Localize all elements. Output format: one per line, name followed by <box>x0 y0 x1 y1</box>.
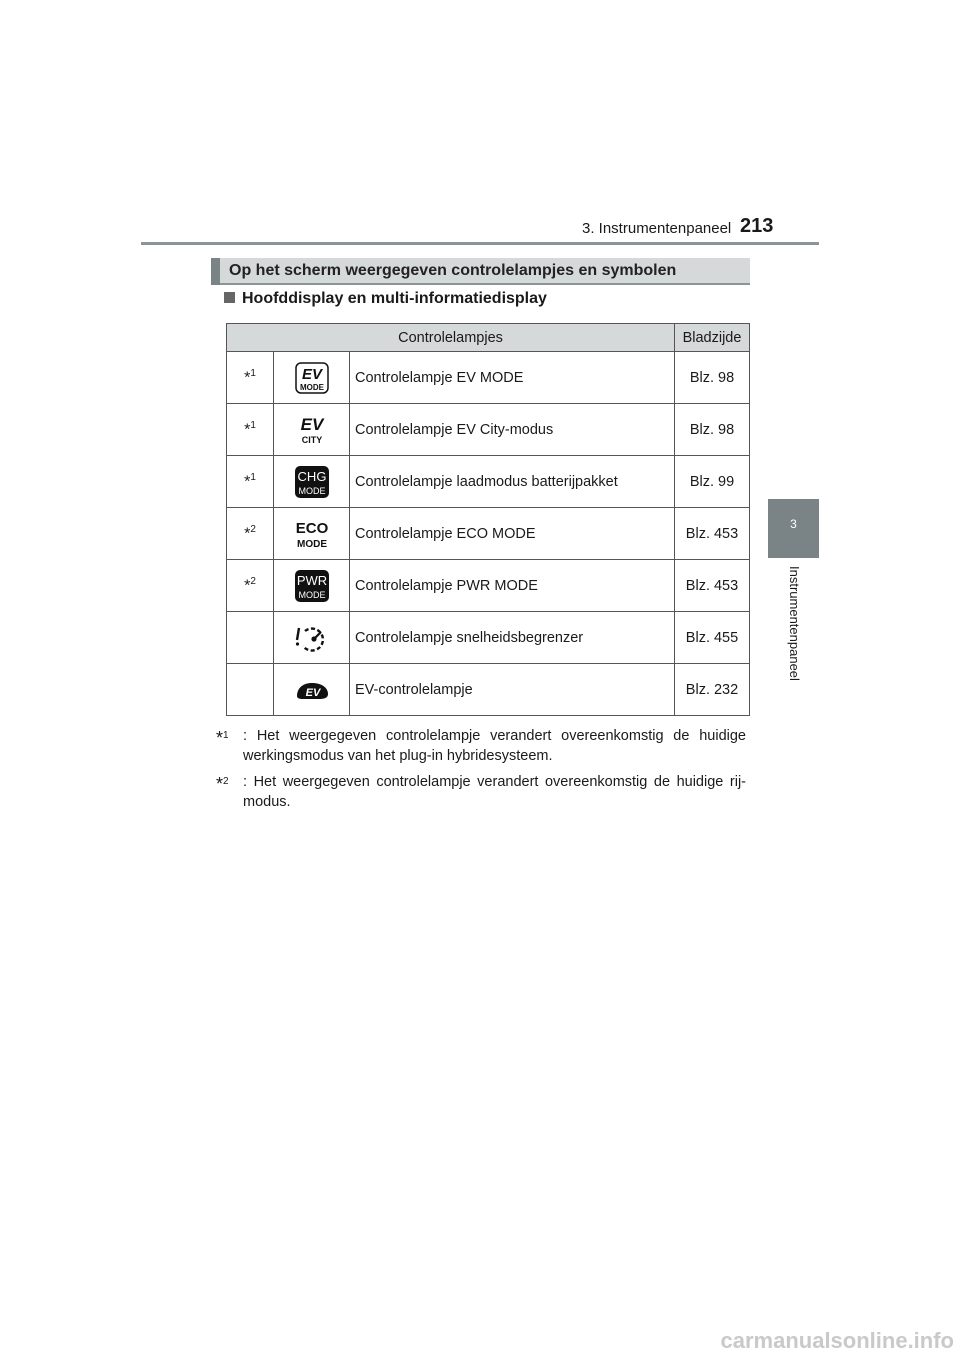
table-row <box>227 456 750 508</box>
chapter-header: 3. Instrumentenpaneel <box>582 220 732 237</box>
svg-text:EV: EV <box>305 686 320 699</box>
svg-text:MODE: MODE <box>298 589 325 600</box>
indicator-label: Controlelampje EV MODE <box>350 352 675 404</box>
footnote-marker <box>227 664 274 716</box>
page-reference: Blz. 453 <box>675 508 750 560</box>
svg-text:CHG: CHG <box>297 468 326 484</box>
table-row <box>227 560 750 612</box>
square-bullet-icon <box>224 292 235 303</box>
marker-star: * <box>216 773 224 794</box>
marker-number: 1 <box>223 730 229 741</box>
marker-star: * <box>244 525 251 543</box>
page-reference: Blz. 98 <box>675 404 750 456</box>
ev-mode-icon <box>295 362 329 394</box>
footnote-marker <box>227 456 274 508</box>
icon-cell <box>274 352 350 404</box>
page-reference: Blz. 455 <box>675 612 750 664</box>
indicator-label: Controlelampje PWR MODE <box>350 560 675 612</box>
svg-text:MODE: MODE <box>299 382 324 392</box>
subsection-title <box>224 290 547 308</box>
marker-number: 1 <box>250 367 256 379</box>
footnote-1 <box>216 726 746 766</box>
marker-number: 1 <box>250 471 256 483</box>
table-row <box>227 664 750 716</box>
page-reference: Blz. 453 <box>675 560 750 612</box>
indicator-label: EV-controlelampje <box>350 664 675 716</box>
side-tab <box>768 499 819 558</box>
marker-star: * <box>244 577 251 595</box>
side-tab-label <box>786 566 804 706</box>
side-tab-number: 3 <box>790 517 797 531</box>
footnote-2 <box>216 772 746 812</box>
header-page: Bladzijde <box>675 324 750 352</box>
indicator-table <box>226 323 750 716</box>
table-row <box>227 404 750 456</box>
marker-star: * <box>216 727 224 748</box>
eco-mode-icon <box>295 518 329 550</box>
footnote-text: : Het weergegeven controlelampje verandert overeenkomstig de huidige rij-modus. <box>243 774 746 810</box>
subsection-title-text: Hoofddisplay en multi-informatiedisplay <box>242 290 547 307</box>
svg-text:PWR: PWR <box>296 572 327 588</box>
marker-star: * <box>244 369 251 387</box>
marker-star: * <box>244 421 251 439</box>
side-tab-label-text: Instrumentenpaneel <box>787 566 802 681</box>
section-title-bar <box>211 258 750 285</box>
footnote-text: : Het weergegeven controlelampje verandert overeenkomstig de huidige werkingsmodus van het plug-in hybridesysteem. <box>243 728 746 764</box>
footnote-marker <box>227 352 274 404</box>
svg-text:MODE: MODE <box>296 538 327 550</box>
ev-indicator-icon <box>295 674 329 706</box>
icon-cell <box>274 612 350 664</box>
svg-text:EV: EV <box>300 414 323 434</box>
svg-text:MODE: MODE <box>298 485 325 496</box>
footnote-marker <box>227 508 274 560</box>
ev-city-icon <box>295 414 329 446</box>
footnote-marker <box>216 772 229 796</box>
icon-cell <box>274 404 350 456</box>
header-rule <box>141 242 819 245</box>
table-row <box>227 352 750 404</box>
page-reference: Blz. 232 <box>675 664 750 716</box>
marker-number: 2 <box>250 523 256 535</box>
footnote-marker <box>227 404 274 456</box>
svg-text:CITY: CITY <box>301 434 322 445</box>
table-row <box>227 612 750 664</box>
section-title: Op het scherm weergegeven controlelampjes en symbolen <box>229 262 677 279</box>
watermark: carmanualsonline.info <box>720 1328 954 1353</box>
footnote-marker <box>216 726 229 750</box>
page-reference: Blz. 99 <box>675 456 750 508</box>
section-title-accent <box>211 258 220 285</box>
icon-cell <box>274 508 350 560</box>
marker-number: 2 <box>223 776 229 787</box>
marker-star: * <box>244 473 251 491</box>
page-reference: Blz. 98 <box>675 352 750 404</box>
icon-cell <box>274 456 350 508</box>
page-number: 213 <box>740 215 774 237</box>
speed-limiter-icon <box>295 622 329 654</box>
indicator-label: Controlelampje EV City-modus <box>350 404 675 456</box>
table-header-row <box>227 324 750 352</box>
chg-mode-icon <box>295 466 329 498</box>
icon-cell <box>274 560 350 612</box>
indicator-label: Controlelampje ECO MODE <box>350 508 675 560</box>
footnote-marker <box>227 612 274 664</box>
table-row <box>227 508 750 560</box>
footnote-marker <box>227 560 274 612</box>
svg-text:EV: EV <box>301 365 322 383</box>
marker-number: 1 <box>250 419 256 431</box>
pwr-mode-icon <box>295 570 329 602</box>
header-indicators: Controlelampjes <box>227 324 675 352</box>
indicator-label: Controlelampje snelheidsbegrenzer <box>350 612 675 664</box>
icon-cell <box>274 664 350 716</box>
marker-number: 2 <box>250 575 256 587</box>
indicator-label: Controlelampje laadmodus batterijpakket <box>350 456 675 508</box>
svg-text:ECO: ECO <box>295 519 328 537</box>
